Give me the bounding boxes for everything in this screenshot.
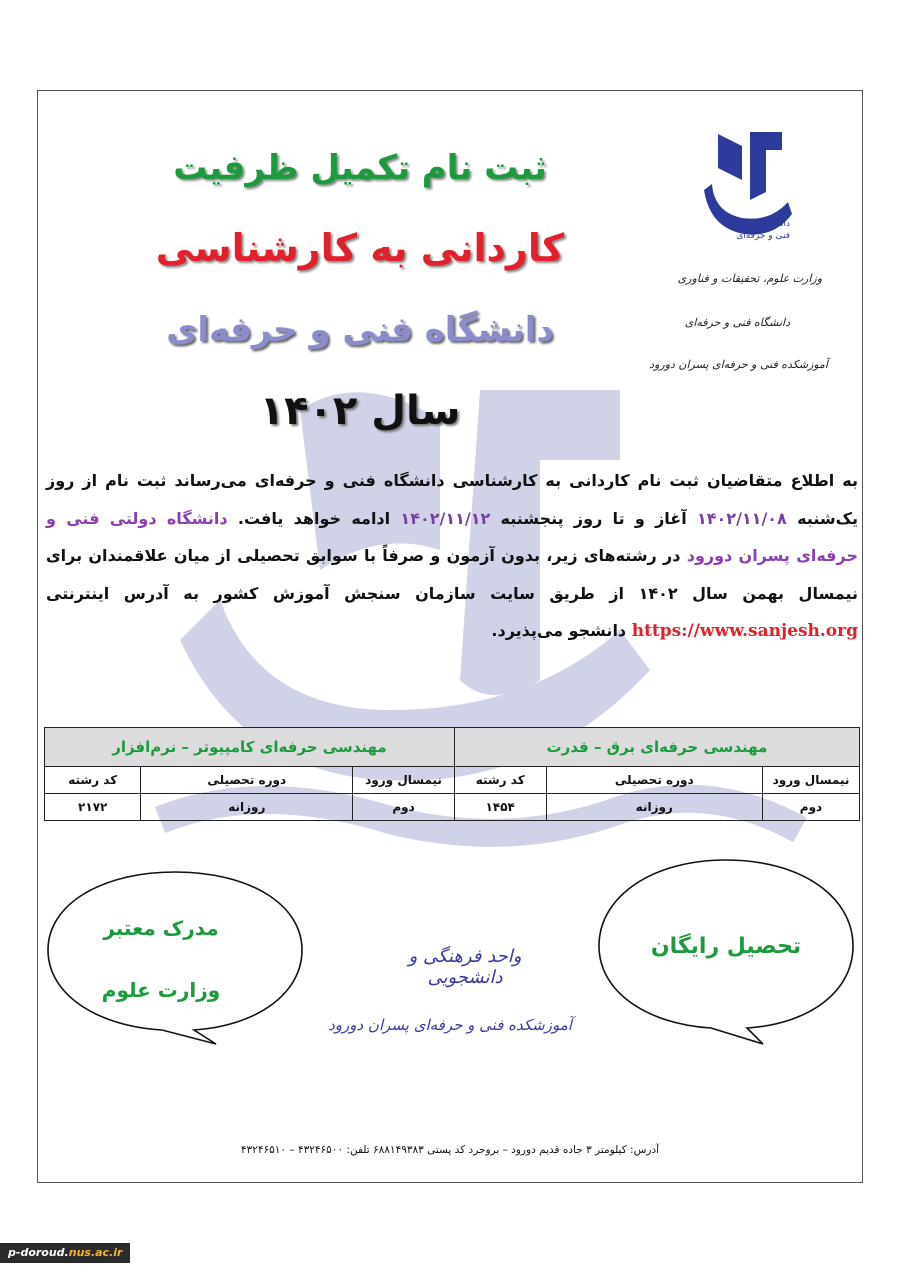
- left-speech-bubble-icon: [44, 868, 306, 1046]
- school-name: آموزشکده فنی و حرفه‌ای پسران دورود: [649, 358, 828, 371]
- bubble-ministry: وزارت علوم: [101, 978, 221, 1002]
- column-header-course: دوره تحصیلی: [546, 767, 763, 794]
- cell-code: ۱۴۵۴: [454, 794, 546, 821]
- university-logo-icon: [700, 128, 810, 253]
- bubble-valid-degree: مدرک معتبر: [103, 916, 219, 940]
- title-line-1: ثبت نام تکمیل ظرفیت: [173, 148, 547, 188]
- end-date: ۱۴۰۲/۱۱/۱۲: [400, 508, 491, 528]
- major-electrical: مهندسی حرفه‌ای برق – قدرت: [454, 728, 859, 767]
- announcement-part-2: آغاز و تا روز پنجشنبه: [500, 508, 687, 528]
- start-date: ۱۴۰۲/۱۱/۰۸: [697, 508, 787, 528]
- announcement-part-4: در رشته‌های زیر، بدون آزمون و صرفاً با سوابق تحصیلی از میان علاقمندان برای نیمسال بهمن سال ۱۴۰۲ از طریق سایت سازمان سنجش آموزش کشور به آدرس اینترنتی: [46, 546, 858, 603]
- announcement-part-5: دانشجو می‌پذیرد.: [491, 621, 627, 640]
- column-header-course: دوره تحصیلی: [141, 767, 353, 794]
- title-line-3: دانشگاه فنی و حرفه‌ای: [166, 310, 554, 350]
- title-year: سال ۱۴۰۲: [259, 388, 461, 434]
- major-computer: مهندسی حرفه‌ای کامپیوتر – نرم‌افزار: [45, 728, 455, 767]
- column-header-semester: نیمسال ورود: [763, 767, 860, 794]
- institution-name: دانشگاه دولتی فنی و حرفه‌ای پسران دورود: [46, 508, 859, 565]
- table-row: [45, 794, 860, 821]
- signature-line-1: واحد فرهنگی و دانشجویی: [408, 946, 522, 988]
- cell-course: روزانه: [141, 794, 353, 821]
- site-badge-prefix: p-doroud.: [8, 1246, 69, 1259]
- university-name: دانشگاه فنی و حرفه‌ای: [684, 316, 790, 329]
- signature-line-2: آموزشکده فنی و حرفه‌ای پسران دورود: [328, 1016, 572, 1034]
- column-header-semester: نیمسال ورود: [353, 767, 455, 794]
- table-header-row: [45, 767, 860, 794]
- table-major-row: [45, 728, 860, 767]
- site-badge[interactable]: [0, 1243, 130, 1263]
- title-line-2: کاردانی به کارشناسی: [155, 226, 565, 270]
- site-badge-accent: nus.ac.ir: [68, 1246, 123, 1259]
- sanjesh-link[interactable]: https://www.sanjesh.org: [631, 621, 858, 641]
- ministry-name: وزارت علوم، تحقیقات و فناوری: [677, 272, 822, 285]
- logo-text: دانشگاه: [760, 219, 790, 229]
- cell-semester: دوم: [763, 794, 860, 821]
- cell-semester: دوم: [353, 794, 455, 821]
- announcement-part-1: به اطلاع متقاضیان ثبت نام کاردانی به کارشناسی دانشگاه فنی و حرفه‌ای می‌رساند ثبت نام از روز یک‌شنبه: [46, 471, 858, 528]
- announcement-part-3: ادامه خواهد یافت.: [237, 508, 391, 528]
- address-line: آدرس: کیلومتر ۳ جاده قدیم دورود – بروجرد کد پستی ۶۸۸۱۴۹۳۸۳ تلفن: ۴۳۲۴۶۵۰۰ – ۴۳۲۴۶۵۱۰: [240, 1144, 660, 1156]
- logo-text-2: فنی و حرفه‌ای: [736, 231, 790, 241]
- column-header-code: کد رشته: [45, 767, 141, 794]
- cell-code: ۲۱۷۲: [45, 794, 141, 821]
- bubble-free-education: تحصیل رایگان: [650, 934, 802, 959]
- column-header-code: کد رشته: [454, 767, 546, 794]
- cell-course: روزانه: [546, 794, 763, 821]
- programs-table: [44, 727, 860, 821]
- announcement-text: [46, 462, 858, 651]
